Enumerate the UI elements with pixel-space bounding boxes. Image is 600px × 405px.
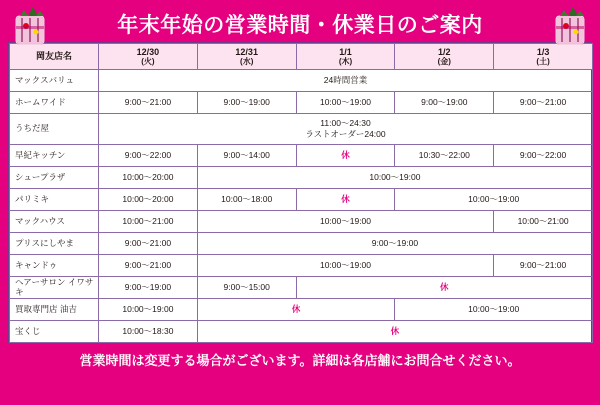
hours-cell: 9:00～19:00: [197, 92, 296, 114]
table-row: [10, 92, 593, 114]
hours-table-container: [8, 42, 592, 344]
column-header-sub: (火): [141, 57, 155, 67]
hours-cell: 9:00～19:00: [395, 92, 494, 114]
hours-cell: 10:00～19:00: [99, 299, 198, 321]
hours-cell: 10:00～20:00: [99, 189, 198, 211]
table-body: [10, 70, 593, 343]
column-header-sub: (木): [338, 57, 353, 67]
shop-name-cell: ヘアーサロン イワサキ: [10, 277, 99, 299]
hours-cell: 10:00～18:00: [197, 189, 296, 211]
column-header-sub: (金): [437, 57, 451, 67]
column-header-date-2: [197, 44, 296, 70]
column-header-date-5: [494, 44, 593, 70]
holiday-cell: 休: [197, 321, 592, 343]
column-header-date-1: [99, 44, 198, 70]
hours-cell: 9:00～14:00: [197, 145, 296, 167]
table-row: [10, 211, 593, 233]
hours-cell: 10:00～19:00: [395, 189, 593, 211]
shop-name-cell: シュープラザ: [10, 167, 99, 189]
holiday-cell: 休: [197, 299, 395, 321]
shop-name-cell: 早紀キッチン: [10, 145, 99, 167]
hours-cell: 10:00～19:00: [197, 211, 493, 233]
table-row: [10, 299, 593, 321]
footer-note-bar: [8, 344, 592, 374]
table-row: [10, 277, 593, 299]
hours-cell: 9:00～21:00: [494, 92, 593, 114]
column-header-main: 12/31: [235, 46, 258, 57]
hours-cell: 10:00～19:00: [197, 167, 592, 189]
table-row: [10, 167, 593, 189]
hours-cell: 9:00～21:00: [99, 92, 198, 114]
shop-name-cell: 買取専門店 油吉: [10, 299, 99, 321]
table-row: [10, 189, 593, 211]
column-header-shop: [10, 44, 99, 70]
table-row: [10, 233, 593, 255]
hours-cell: 9:00～21:00: [99, 233, 198, 255]
hours-cell: 10:00～21:00: [494, 211, 593, 233]
hours-cell: 10:00～21:00: [99, 211, 198, 233]
header-banner: [8, 6, 592, 42]
hours-cell: 9:00～21:00: [494, 255, 593, 277]
column-header-date-3: [296, 44, 395, 70]
column-header-main: 岡友店名: [35, 51, 72, 62]
table-header: [10, 44, 593, 70]
hours-cell: 10:00～19:00: [395, 299, 593, 321]
column-header-main: 1/2: [438, 46, 451, 57]
shop-name-cell: ホームワイド: [10, 92, 99, 114]
header-row: [10, 44, 593, 70]
column-header-sub: (土): [536, 57, 550, 67]
table-row: [10, 114, 593, 145]
column-header-main: 1/3: [536, 46, 550, 57]
hours-cell: 9:00～21:00: [99, 255, 198, 277]
hours-cell: 10:00～19:00: [296, 92, 395, 114]
page-title: 年末年始の営業時間・休業日のご案内: [117, 14, 483, 37]
hours-cell: 9:00～22:00: [99, 145, 198, 167]
hours-cell: 9:00～15:00: [197, 277, 296, 299]
table-row: [10, 321, 593, 343]
table-row: [10, 145, 593, 167]
holiday-cell: 休: [296, 189, 395, 211]
shop-name-cell: 宝くじ: [10, 321, 99, 343]
holiday-cell: 休: [296, 277, 592, 299]
hours-cell: 10:00～20:00: [99, 167, 198, 189]
column-header-date-4: [395, 44, 494, 70]
hours-cell: 10:30～22:00: [395, 145, 494, 167]
shop-name-cell: マックスバリュ: [10, 70, 99, 92]
shop-name-cell: うちだ屋: [10, 114, 99, 145]
table-row: [10, 255, 593, 277]
column-header-main: 1/1: [339, 46, 352, 57]
holiday-cell: 休: [296, 145, 395, 167]
shop-name-cell: キャンドゥ: [10, 255, 99, 277]
hours-cell: 10:00～18:30: [99, 321, 198, 343]
footer-note: 営業時間は変更する場合がございます。詳細は各店舗にお問合せください。: [79, 352, 521, 368]
shop-name-cell: プリスにしやま: [10, 233, 99, 255]
hours-cell: 10:00～19:00: [197, 255, 493, 277]
kadomatsu-left-icon: [10, 4, 50, 46]
column-header-main: 12/30: [136, 46, 160, 57]
kadomatsu-right-icon: [550, 4, 590, 46]
hours-cell: 9:00～22:00: [494, 145, 593, 167]
table-row: [10, 70, 593, 92]
hours-cell: 9:00～19:00: [197, 233, 592, 255]
hours-cell: 24時間営業: [99, 70, 593, 92]
hours-cell: 9:00～19:00: [99, 277, 198, 299]
shop-name-cell: マックハウス: [10, 211, 99, 233]
shop-name-cell: パリミキ: [10, 189, 99, 211]
column-header-sub: (水): [240, 57, 254, 67]
hours-cell: 11:00～24:30 ラストオーダー24:00: [99, 114, 593, 145]
business-hours-table: [9, 43, 593, 343]
